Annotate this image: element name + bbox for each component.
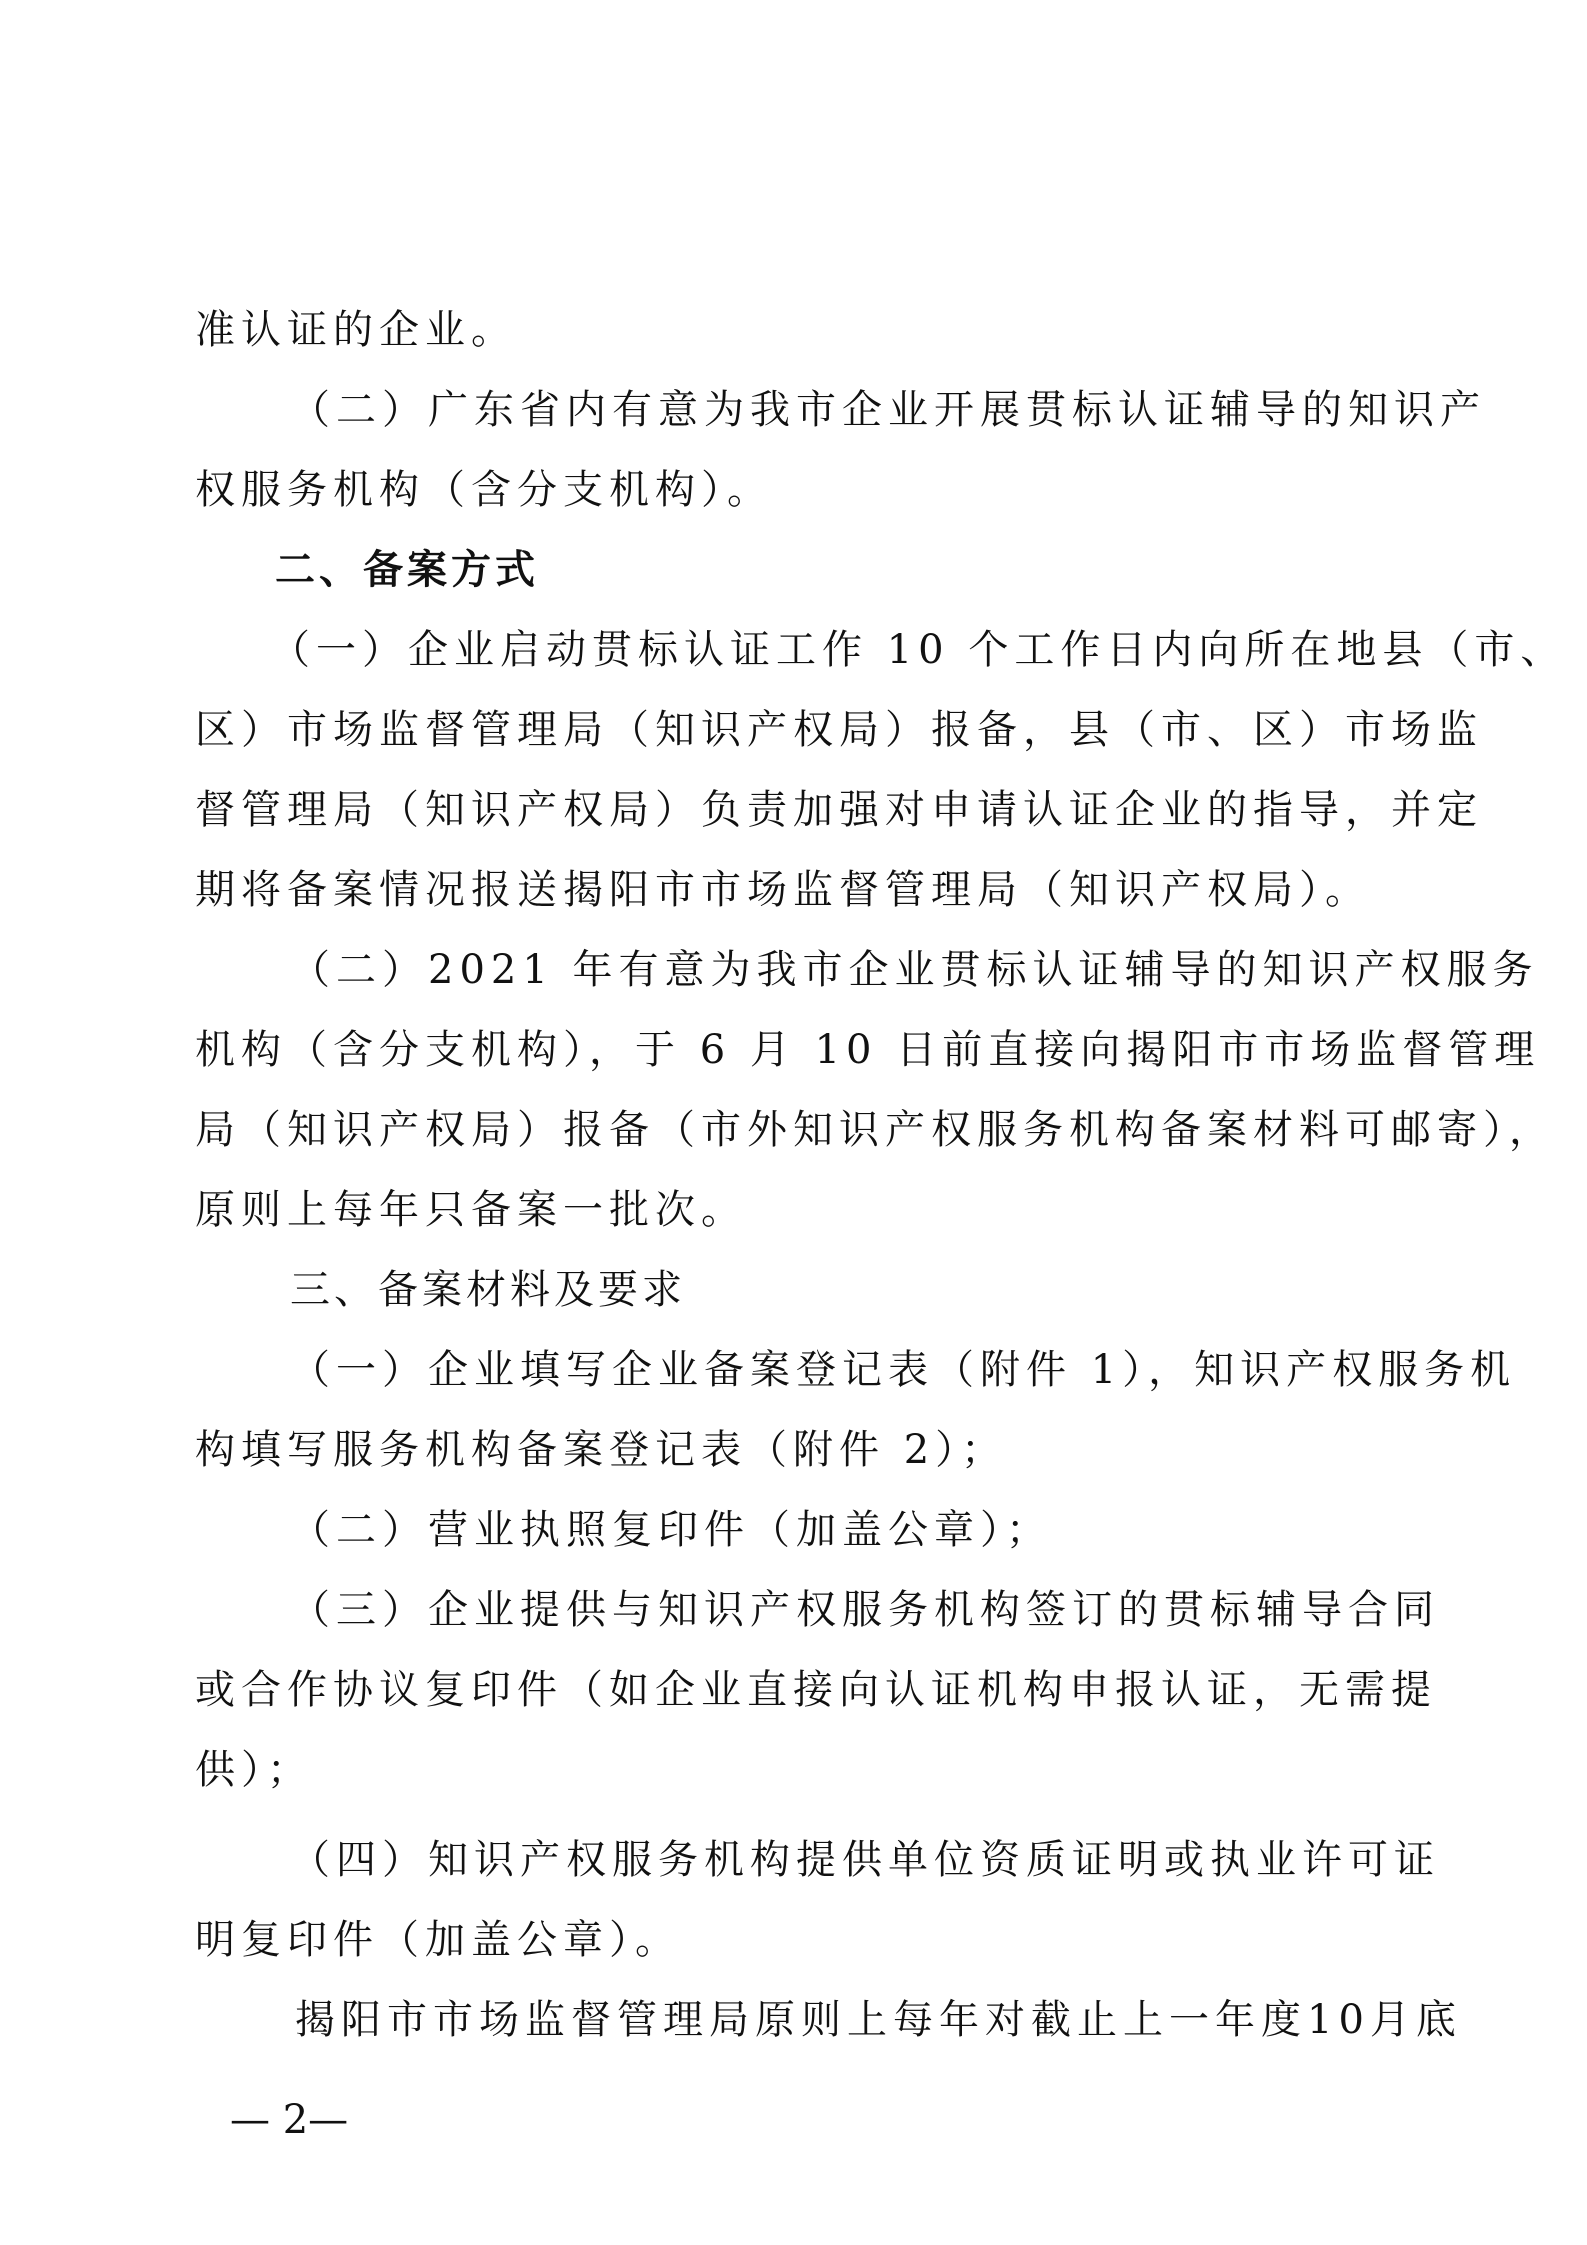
body-line-12: 原则上每年只备案一批次。 — [195, 1187, 747, 1233]
body-line-3: 权服务机构（含分支机构）。 — [195, 467, 773, 513]
body-line-21: 明复印件（加盖公章）。 — [195, 1917, 681, 1963]
body-line-20: （四）知识产权服务机构提供单位资质证明或执业许可证 — [290, 1837, 1440, 1883]
section-heading-2: 二、备案方式 — [275, 547, 539, 593]
body-line-2: （二）广东省内有意为我市企业开展贯标认证辅导的知识产 — [290, 387, 1486, 433]
body-line-15: 构填写服务机构备案登记表（附件 2）； — [195, 1427, 1008, 1473]
body-line-19: 供）； — [195, 1747, 313, 1793]
body-line-6: 区）市场监督管理局（知识产权局）报备，县（市、区）市场监 — [195, 707, 1483, 753]
body-line-8: 期将备案情况报送揭阳市市场监督管理局（知识产权局）。 — [195, 867, 1371, 913]
body-line-5: （一）企业启动贯标认证工作 10 个工作日内向所在地县（市、 — [270, 627, 1567, 673]
section-heading-3: 三、备案材料及要求 — [290, 1267, 686, 1313]
body-line-1: 准认证的企业。 — [195, 307, 517, 353]
page-number: — 2— — [230, 2097, 349, 2143]
body-line-18: 或合作协议复印件（如企业直接向认证机构申报认证，无需提 — [195, 1667, 1437, 1713]
body-line-22: 揭阳市市场监督管理局原则上每年对截止上一年度10月底 — [295, 1997, 1462, 2043]
body-line-16: （二）营业执照复印件（加盖公章）； — [290, 1507, 1052, 1553]
body-line-10: 机构（含分支机构），于 6 月 10 日前直接向揭阳市市场监督管理 — [195, 1027, 1541, 1073]
body-line-14: （一）企业填写企业备案登记表（附件 1），知识产权服务机 — [290, 1347, 1517, 1393]
body-line-17: （三）企业提供与知识产权服务机构签订的贯标辅导合同 — [290, 1587, 1440, 1633]
body-line-7: 督管理局（知识产权局）负责加强对申请认证企业的指导，并定 — [195, 787, 1483, 833]
body-line-9: （二）2021 年有意为我市企业贯标认证辅导的知识产权服务 — [290, 947, 1539, 993]
body-line-11: 局（知识产权局）报备（市外知识产权服务机构备案材料可邮寄）， — [195, 1107, 1555, 1153]
